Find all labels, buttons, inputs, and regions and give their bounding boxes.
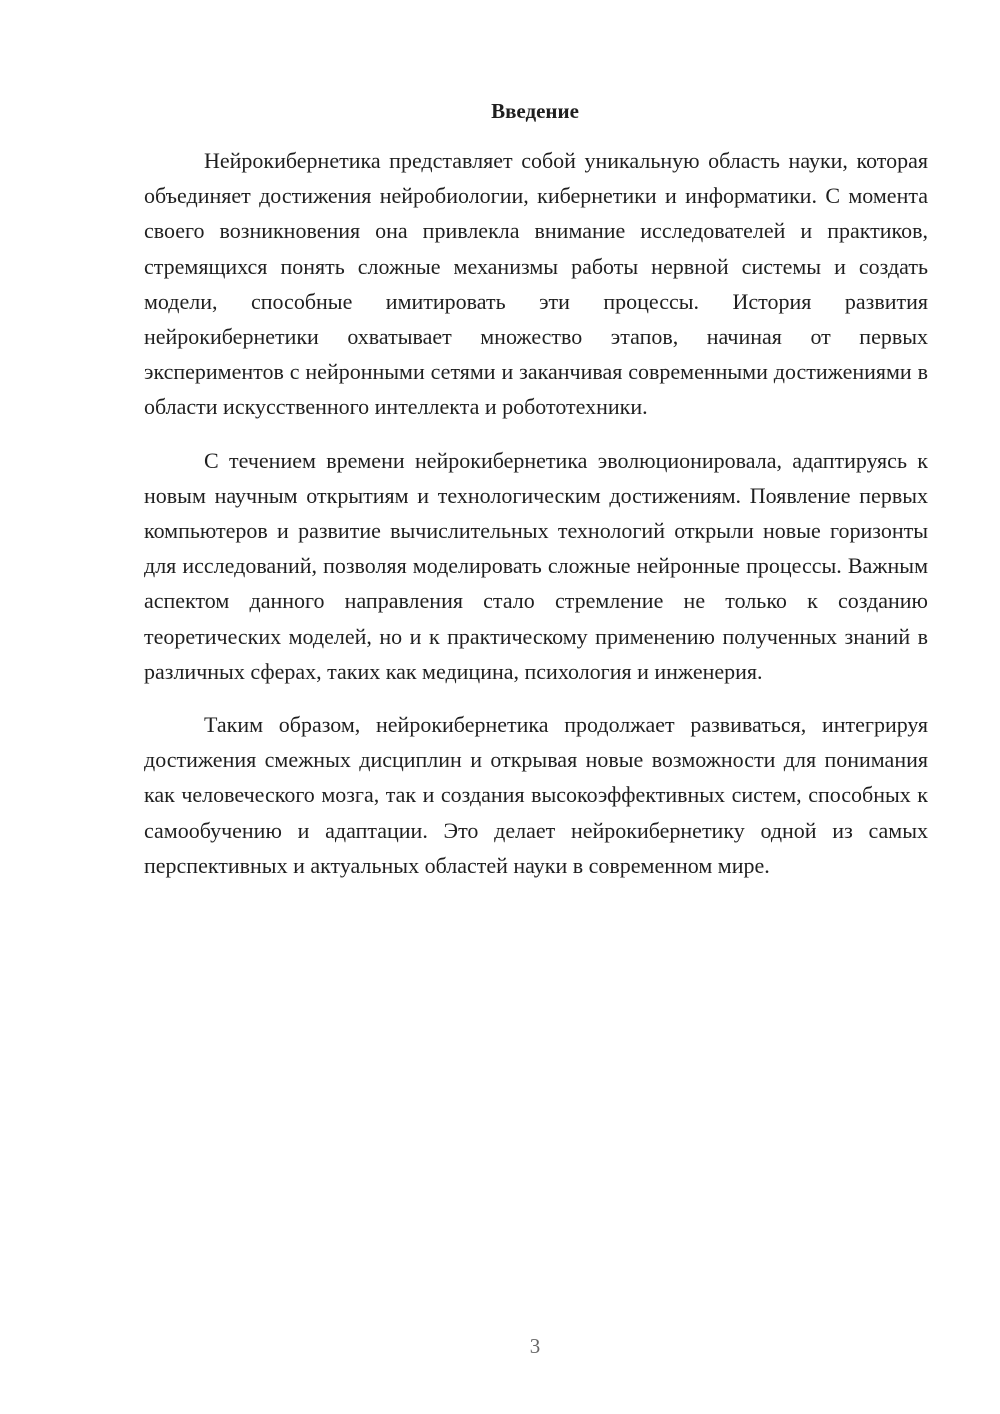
section-title: Введение: [491, 99, 579, 123]
paragraph-2: С течением времени нейрокибернетика эволюционировала, адаптируясь к новым научным открытиям и технологическим достижениям. Появление первых компьютеров и развитие вычислительных технологий открыли новые горизонты для исследований, позволяя моделировать сложные нейронные процессы. Важным аспектом данного направления стало стремление не только к созданию теоретических моделей, но и к практическому применению полученных знаний в различных сферах, таких как медицина, психология и инженерия.: [144, 447, 928, 684]
paragraph-3: Таким образом, нейрокибернетика продолжает развиваться, интегрируя достижения смежных дисциплин и открывая новые возможности для понимания как человеческого мозга, так и создания высокоэффективных систем, способных к самообучению и адаптации. Это делает нейрокибернетику одной из самых перспективных и актуальных областей науки в современном мире.: [144, 712, 928, 878]
body-text: [144, 143, 928, 901]
paragraph-1: Нейрокибернетика представляет собой уникальную область науки, которая объединяет достижения нейробиологии, кибернетики и информатики. С момента своего возникновения она привлекла внимание исследователей и практиков, стремящихся понять сложные механизмы работы нервной системы и создать модели, способные имитировать эти процессы. История развития нейрокибернетики охватывает множество этапов, начиная от первых экспериментов с нейронными сетями и заканчивая современными достижениями в области искусственного интеллекта и робототехники.: [144, 148, 928, 420]
page-number: 3: [529, 1334, 541, 1358]
